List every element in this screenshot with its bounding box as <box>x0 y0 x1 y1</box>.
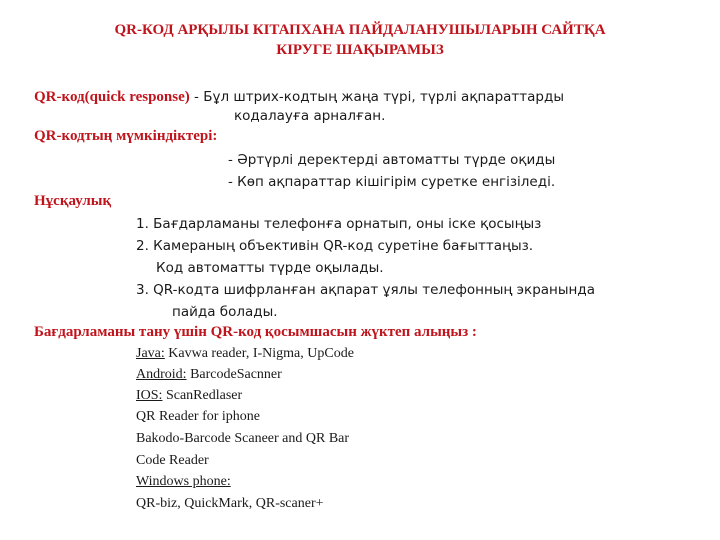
instruction-step-1: 1. Бағдарламаны телефонға орнатып, оны іске қосыңыз <box>136 216 542 232</box>
instruction-step-2-continued: Код автоматты түрде оқылады. <box>156 260 384 276</box>
instructions-heading: Нұсқаулық <box>34 193 112 209</box>
definition-term: QR-код(quick response) <box>34 89 190 105</box>
definition-line <box>34 86 564 106</box>
ios-label: IOS: <box>136 388 163 403</box>
android-line <box>136 367 282 383</box>
instruction-step-3-continued: пайда болады. <box>172 304 278 320</box>
feature-item-2: - Көп ақпараттар кішігірім суретке енгізіледі. <box>228 174 556 190</box>
features-heading: QR-кодтың мүмкіндіктері: <box>34 128 218 144</box>
instruction-step-3: 3. QR-кодта шифрланған ақпарат ұялы телефонның экранында <box>136 282 595 298</box>
ios-apps: ScanRedlaser <box>162 388 243 403</box>
android-apps: BarcodeSacnner <box>186 367 282 382</box>
definition-text-continued: кодалауға арналған. <box>234 108 386 124</box>
android-label: Android: <box>136 367 187 382</box>
bakodo-line-1: Bakodo-Barcode Scaneer and QR Bar <box>136 431 350 446</box>
page-title-line-1: QR-КОД АРҚЫЛЫ КІТАПХАНА ПАЙДАЛАНУШЫЛАРЫН САЙТҚА <box>114 22 606 38</box>
bakodo-line-2: Code Reader <box>136 453 209 468</box>
java-label: Java: <box>136 346 165 361</box>
instruction-step-2: 2. Камераның объективін QR-код суретіне бағыттаңыз. <box>136 238 534 254</box>
windows-phone-label: Windows phone: <box>136 474 231 489</box>
ios-extra-app: QR Reader for iphone <box>136 409 261 424</box>
feature-item-1: - Әртүрлі деректерді автоматты түрде оқиды <box>228 152 556 168</box>
java-line <box>136 346 354 362</box>
download-heading: Бағдарламаны тану үшін QR-код қосымшасын жүктеп алыңыз : <box>34 324 477 340</box>
page-title-line-2: КІРУГЕ ШАҚЫРАМЫЗ <box>276 42 444 58</box>
java-apps: Kavwa reader, I-Nigma, UpCode <box>164 346 354 361</box>
ios-line <box>136 388 242 404</box>
windows-phone-apps: QR-biz, QuickMark, QR-scaner+ <box>136 496 324 511</box>
definition-text: - Бұл штрих-кодтың жаңа түрі, түрлі ақпараттарды <box>189 89 564 105</box>
